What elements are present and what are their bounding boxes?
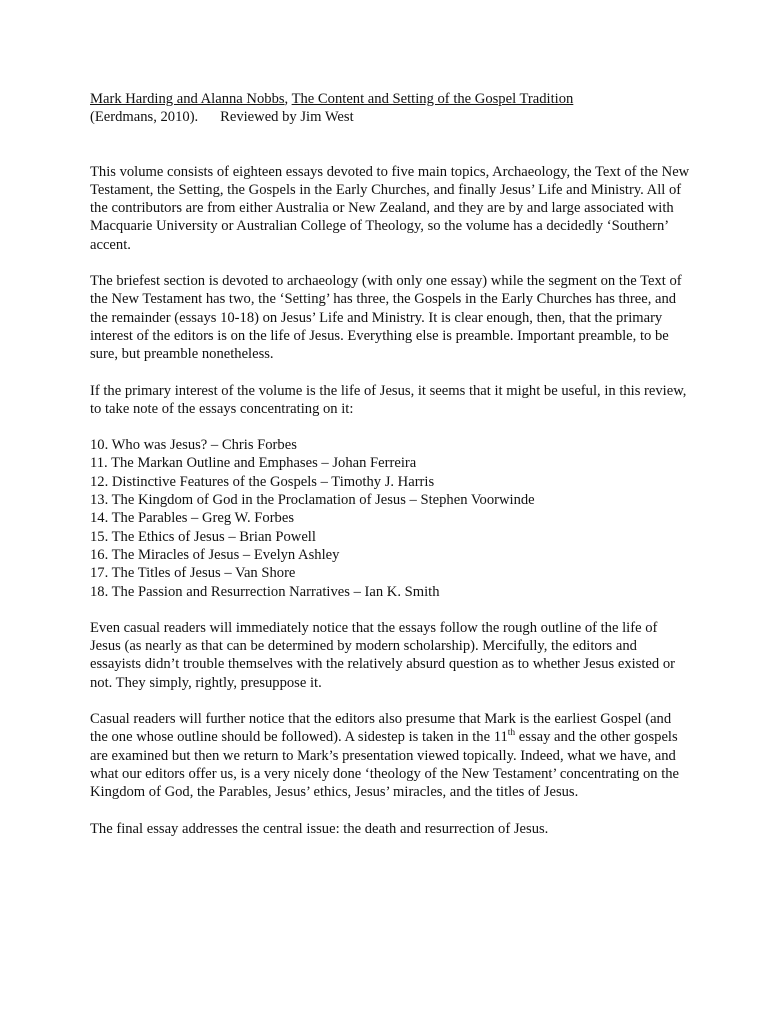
essay-list-item: 15. The Ethics of Jesus – Brian Powell	[90, 528, 316, 545]
paragraph-final-essay: The final essay addresses the central issue: the death and resurrection of Jesus.	[90, 820, 549, 837]
essay-list-item: 13. The Kingdom of God in the Proclamation of Jesus – Stephen Voorwinde	[90, 492, 535, 509]
ordinal-superscript: th	[507, 728, 516, 739]
essay-list-item: 17. The Titles of Jesus – Van Shore	[90, 565, 296, 582]
citation-line	[90, 90, 690, 108]
publisher-line	[90, 108, 690, 126]
paragraph-mark-priority-part1: Casual readers will further notice that the editors also presume that Mark is the earliest Gospel (and the one whose outline should be followed). A sidestep is taken in the 11	[90, 711, 672, 746]
reviewer-credit: Reviewed by Jim West	[220, 109, 354, 126]
book-authors: Mark Harding and Alanna Nobbs	[90, 91, 285, 107]
paragraph-overview: This volume consists of eighteen essays devoted to five main topics, Archaeology, the Text of the New Testament, the Setting, the Gospels in the Early Churches, and finally Jesus’ Life and Ministry. All of the contributors are from either Australia or New Zealand, and they are by and large associated with Macquarie University or Australian College of Theology, so the volume has a decidedly ‘Southern’ accent.	[90, 163, 690, 253]
essay-list-item: 14. The Parables – Greg W. Forbes	[90, 510, 295, 527]
paragraph-intro-list: If the primary interest of the volume is the life of Jesus, it seems that it might be useful, in this review, to take note of the essays concentrating on it:	[90, 382, 687, 417]
citation-separator: ,	[284, 91, 292, 107]
paragraph-sections: The briefest section is devoted to archaeology (with only one essay) while the segment on the Text of the New Testament has two, the ‘Setting’ has three, the Gospels in the Early Churches has three, and the remainder (essays 10-18) on Jesus’ Life and Ministry. It is clear enough, then, that the primary interest of the editors is on the life of Jesus. Everything else is preamble. Important preamble, to be sure, but preamble nonetheless.	[90, 273, 682, 363]
essay-list-item: 12. Distinctive Features of the Gospels – Timothy J. Harris	[90, 473, 435, 490]
paragraph-outline: Even casual readers will immediately notice that the essays follow the rough outline of the life of Jesus (as nearly as that can be determined by modern scholarship). Mercifully, the editors and essayists didn’t trouble themselves with the relatively absurd question as to whether Jesus existed or not. They simply, rightly, presuppose it.	[90, 619, 675, 691]
paragraph-mark-priority-part2: essay and the other gospels are examined but then we return to Mark’s presentation viewed topically. Indeed, what we have, and what our editors offer us, is a very nicely done ‘theology of the New Testament’ concentrating on the Kingdom of God, the Parables, Jesus’ ethics, Jesus’ miracles, and the titles of Jesus.	[90, 729, 680, 801]
publisher-info: (Eerdmans, 2010).	[90, 109, 199, 126]
essay-list-item: 18. The Passion and Resurrection Narratives – Ian K. Smith	[90, 583, 440, 600]
essay-list-item: 11. The Markan Outline and Emphases – Johan Ferreira	[90, 455, 417, 472]
review-document	[90, 90, 690, 856]
review-header	[90, 90, 690, 127]
essay-list-item: 10. Who was Jesus? – Chris Forbes	[90, 437, 297, 454]
essay-list-item: 16. The Miracles of Jesus – Evelyn Ashley	[90, 546, 340, 563]
paragraph-mark-priority	[90, 710, 690, 801]
book-title: The Content and Setting of the Gospel Tradition	[291, 91, 574, 107]
header-spacer	[90, 127, 690, 163]
essay-list	[90, 436, 690, 601]
